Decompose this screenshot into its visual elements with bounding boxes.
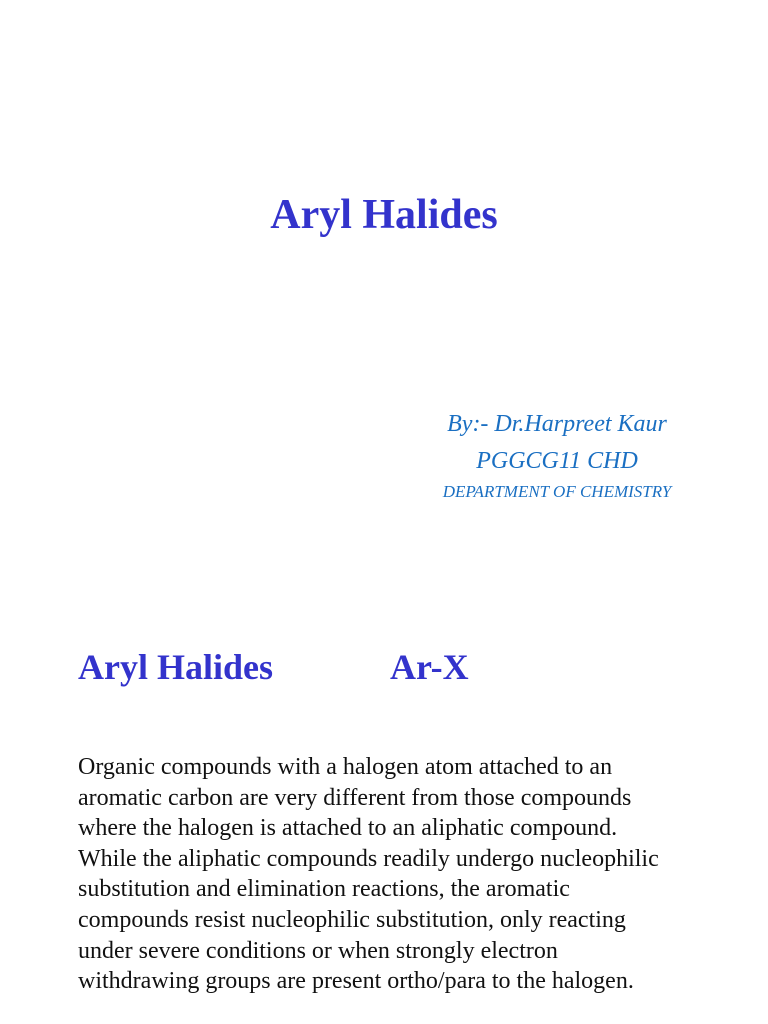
body-paragraph: Organic compounds with a halogen atom attached to an aromatic carbon are very different from those compounds where the halogen is attached to an aliphatic compound. While the aliphatic compounds readily undergo nucleophilic substitution and elimination reactions, the aromatic compounds resist nucleophilic substitution, only reacting under severe conditions or when strongly electron withdrawing groups are present ortho/para to the halogen. <box>78 754 659 995</box>
department-line: DEPARTMENT OF CHEMISTRY <box>442 482 672 501</box>
section-heading-text: Aryl Halides <box>78 647 273 687</box>
general-formula: Ar-X <box>390 647 469 687</box>
college-line: PGGCG11 CHD <box>476 448 638 474</box>
section-heading <box>78 645 469 689</box>
slide-title: Aryl Halides <box>270 192 498 238</box>
author-line: By:- Dr.Harpreet Kaur <box>447 411 667 437</box>
